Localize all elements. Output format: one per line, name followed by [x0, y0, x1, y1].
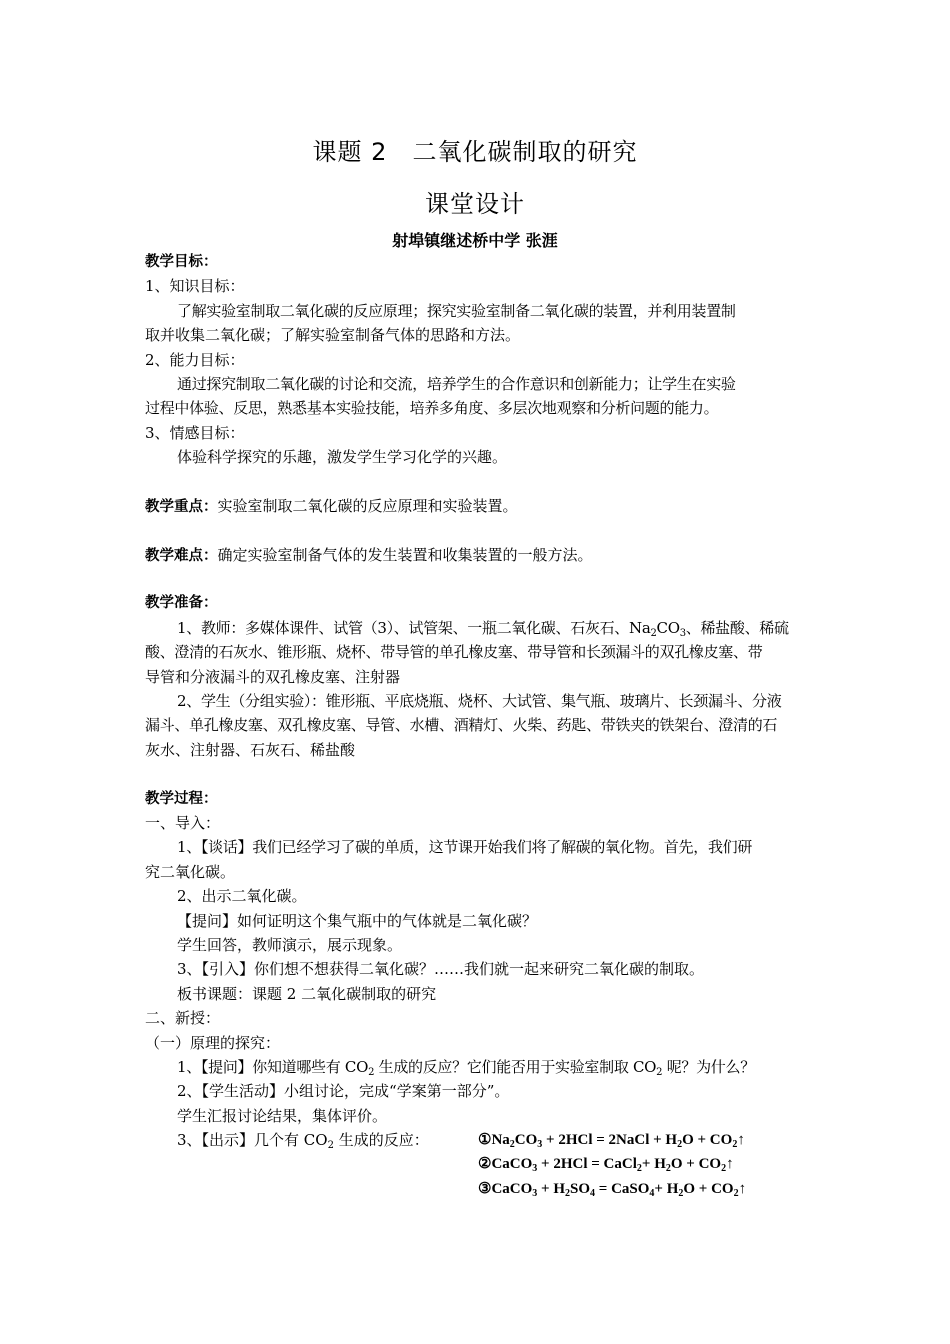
difficulty-line	[145, 543, 810, 567]
intro-line-1-cont: 究二氧化碳。	[145, 862, 236, 881]
key-point-line	[145, 494, 810, 518]
knowledge-goal-label: 1、知识目标：	[145, 277, 245, 296]
equation-1: $①Na_2CO_3 + 2HCl$ = 2NaCl + $H_2O$ + $CO_2↑$	[478, 1132, 745, 1151]
prep-teacher-line-3: 导管和分液漏斗的双孔橡皮塞、注射器	[145, 667, 401, 686]
emotion-goal-label: 3、情感目标：	[145, 423, 245, 442]
equation-2: ②CaCO$_3$ + 2HCl = CaCl$_2$+ $H_2O$ + $CO_2↑$	[478, 1156, 734, 1175]
prep-student-line: 2、学生（分组实验）：锥形瓶、平底烧瓶、烧杯、大试管、集气瓶、玻璃片、长颈漏斗、分液	[177, 692, 782, 711]
equation-3-line	[145, 1177, 810, 1201]
difficulty-text: 确定实验室制备气体的发生装置和收集装置的一般方法。	[217, 545, 593, 564]
ability-goal-label: 2、能力目标：	[145, 350, 245, 369]
intro-line-5: 3、【引入】你们想不想获得二氧化碳？……我们就一起来研究二氧化碳的制取。	[177, 960, 705, 979]
page-subtitle: 课堂设计	[425, 190, 525, 218]
author-line: 射埠镇继述桥中学 张涯	[392, 231, 558, 250]
key-point-label: 教学重点：	[145, 498, 218, 515]
new-line-1: 1、【提问】你知道哪些有 $CO_2$ 生成的反应？它们能否用于实验室制取 $CO_2$ 呢？为什么？	[177, 1057, 755, 1078]
intro-line-3: 【提问】如何证明这个集气瓶中的气体就是二氧化碳？	[177, 911, 538, 930]
emotion-goal-text: 体验科学探究的乐趣，激发学生学习化学的兴趣。	[177, 448, 508, 467]
new-line-2: 2、【学生活动】小组讨论，完成“学案第一部分”。	[177, 1082, 510, 1101]
equation-2-line	[145, 1152, 810, 1176]
intro-line-6: 板书课题：课题 2 二氧化碳制取的研究	[177, 984, 437, 1003]
new-line-4: 3、【出示】几个有 $CO_2$ 生成的反应： $①Na_2CO_3 + 2HCl$ = 2NaCl + $H_2O$ + $CO_2↑$	[145, 1128, 810, 1152]
intro-line-2: 2、出示二氧化碳。	[177, 887, 307, 906]
goals-heading: 教学目标：	[145, 254, 218, 270]
prep-student-line-3: 灰水、注射器、石灰石、稀盐酸	[145, 740, 356, 759]
document-body	[145, 250, 810, 1201]
equation-3: ③CaCO$_3$ + $H_2SO_4$ = CaSO$_4$+ $H_2O$ + $CO_2↑$	[478, 1180, 747, 1199]
knowledge-goal-text-cont: 取并收集二氧化碳；了解实验室制备气体的思路和方法。	[145, 326, 521, 345]
principle-subheading: （一）原理的探究：	[145, 1033, 281, 1052]
intro-line-1: 1、【谈话】我们已经学习了碳的单质，这节课开始我们将了解碳的氧化物。首先，我们研	[177, 838, 753, 857]
prep-teacher-line: 1、教师：多媒体课件、试管（3）、试管架、一瓶二氧化碳、石灰石、$Na_2CO_3$、稀盐酸、稀硫	[177, 618, 789, 639]
difficulty-label: 教学难点：	[145, 547, 218, 564]
prep-teacher-line-2: 酸、澄清的石灰水、锥形瓶、烧杯、带导管的单孔橡皮塞、带导管和长颈漏斗的双孔橡皮塞、带	[145, 643, 763, 662]
prep-heading: 教学准备：	[145, 595, 218, 612]
intro-line-4: 学生回答，教师演示，展示现象。	[177, 935, 403, 954]
intro-heading: 一、导入：	[145, 813, 221, 832]
new-line-3: 学生汇报讨论结果，集体评价。	[177, 1106, 388, 1125]
process-heading: 教学过程：	[145, 790, 218, 807]
knowledge-goal-text: 了解实验室制取二氧化碳的反应原理；探究实验室制备二氧化碳的装置，并利用装置制	[177, 301, 736, 320]
prep-student-line-2: 漏斗、单孔橡皮塞、双孔橡皮塞、导管、水槽、酒精灯、火柴、药匙、带铁夹的铁架台、澄清的石	[145, 716, 778, 735]
page-title: 课题 2 二氧化碳制取的研究	[312, 138, 638, 166]
ability-goal-text: 通过探究制取二氧化碳的讨论和交流，培养学生的合作意识和创新能力；让学生在实验	[177, 374, 736, 393]
new-lesson-heading: 二、新授：	[145, 1009, 221, 1028]
key-point-text: 实验室制取二氧化碳的反应原理和实验装置。	[217, 496, 518, 515]
ability-goal-text-cont: 过程中体验、反思，熟悉基本实验技能，培养多角度、多层次地观察和分析问题的能力。	[145, 399, 719, 418]
